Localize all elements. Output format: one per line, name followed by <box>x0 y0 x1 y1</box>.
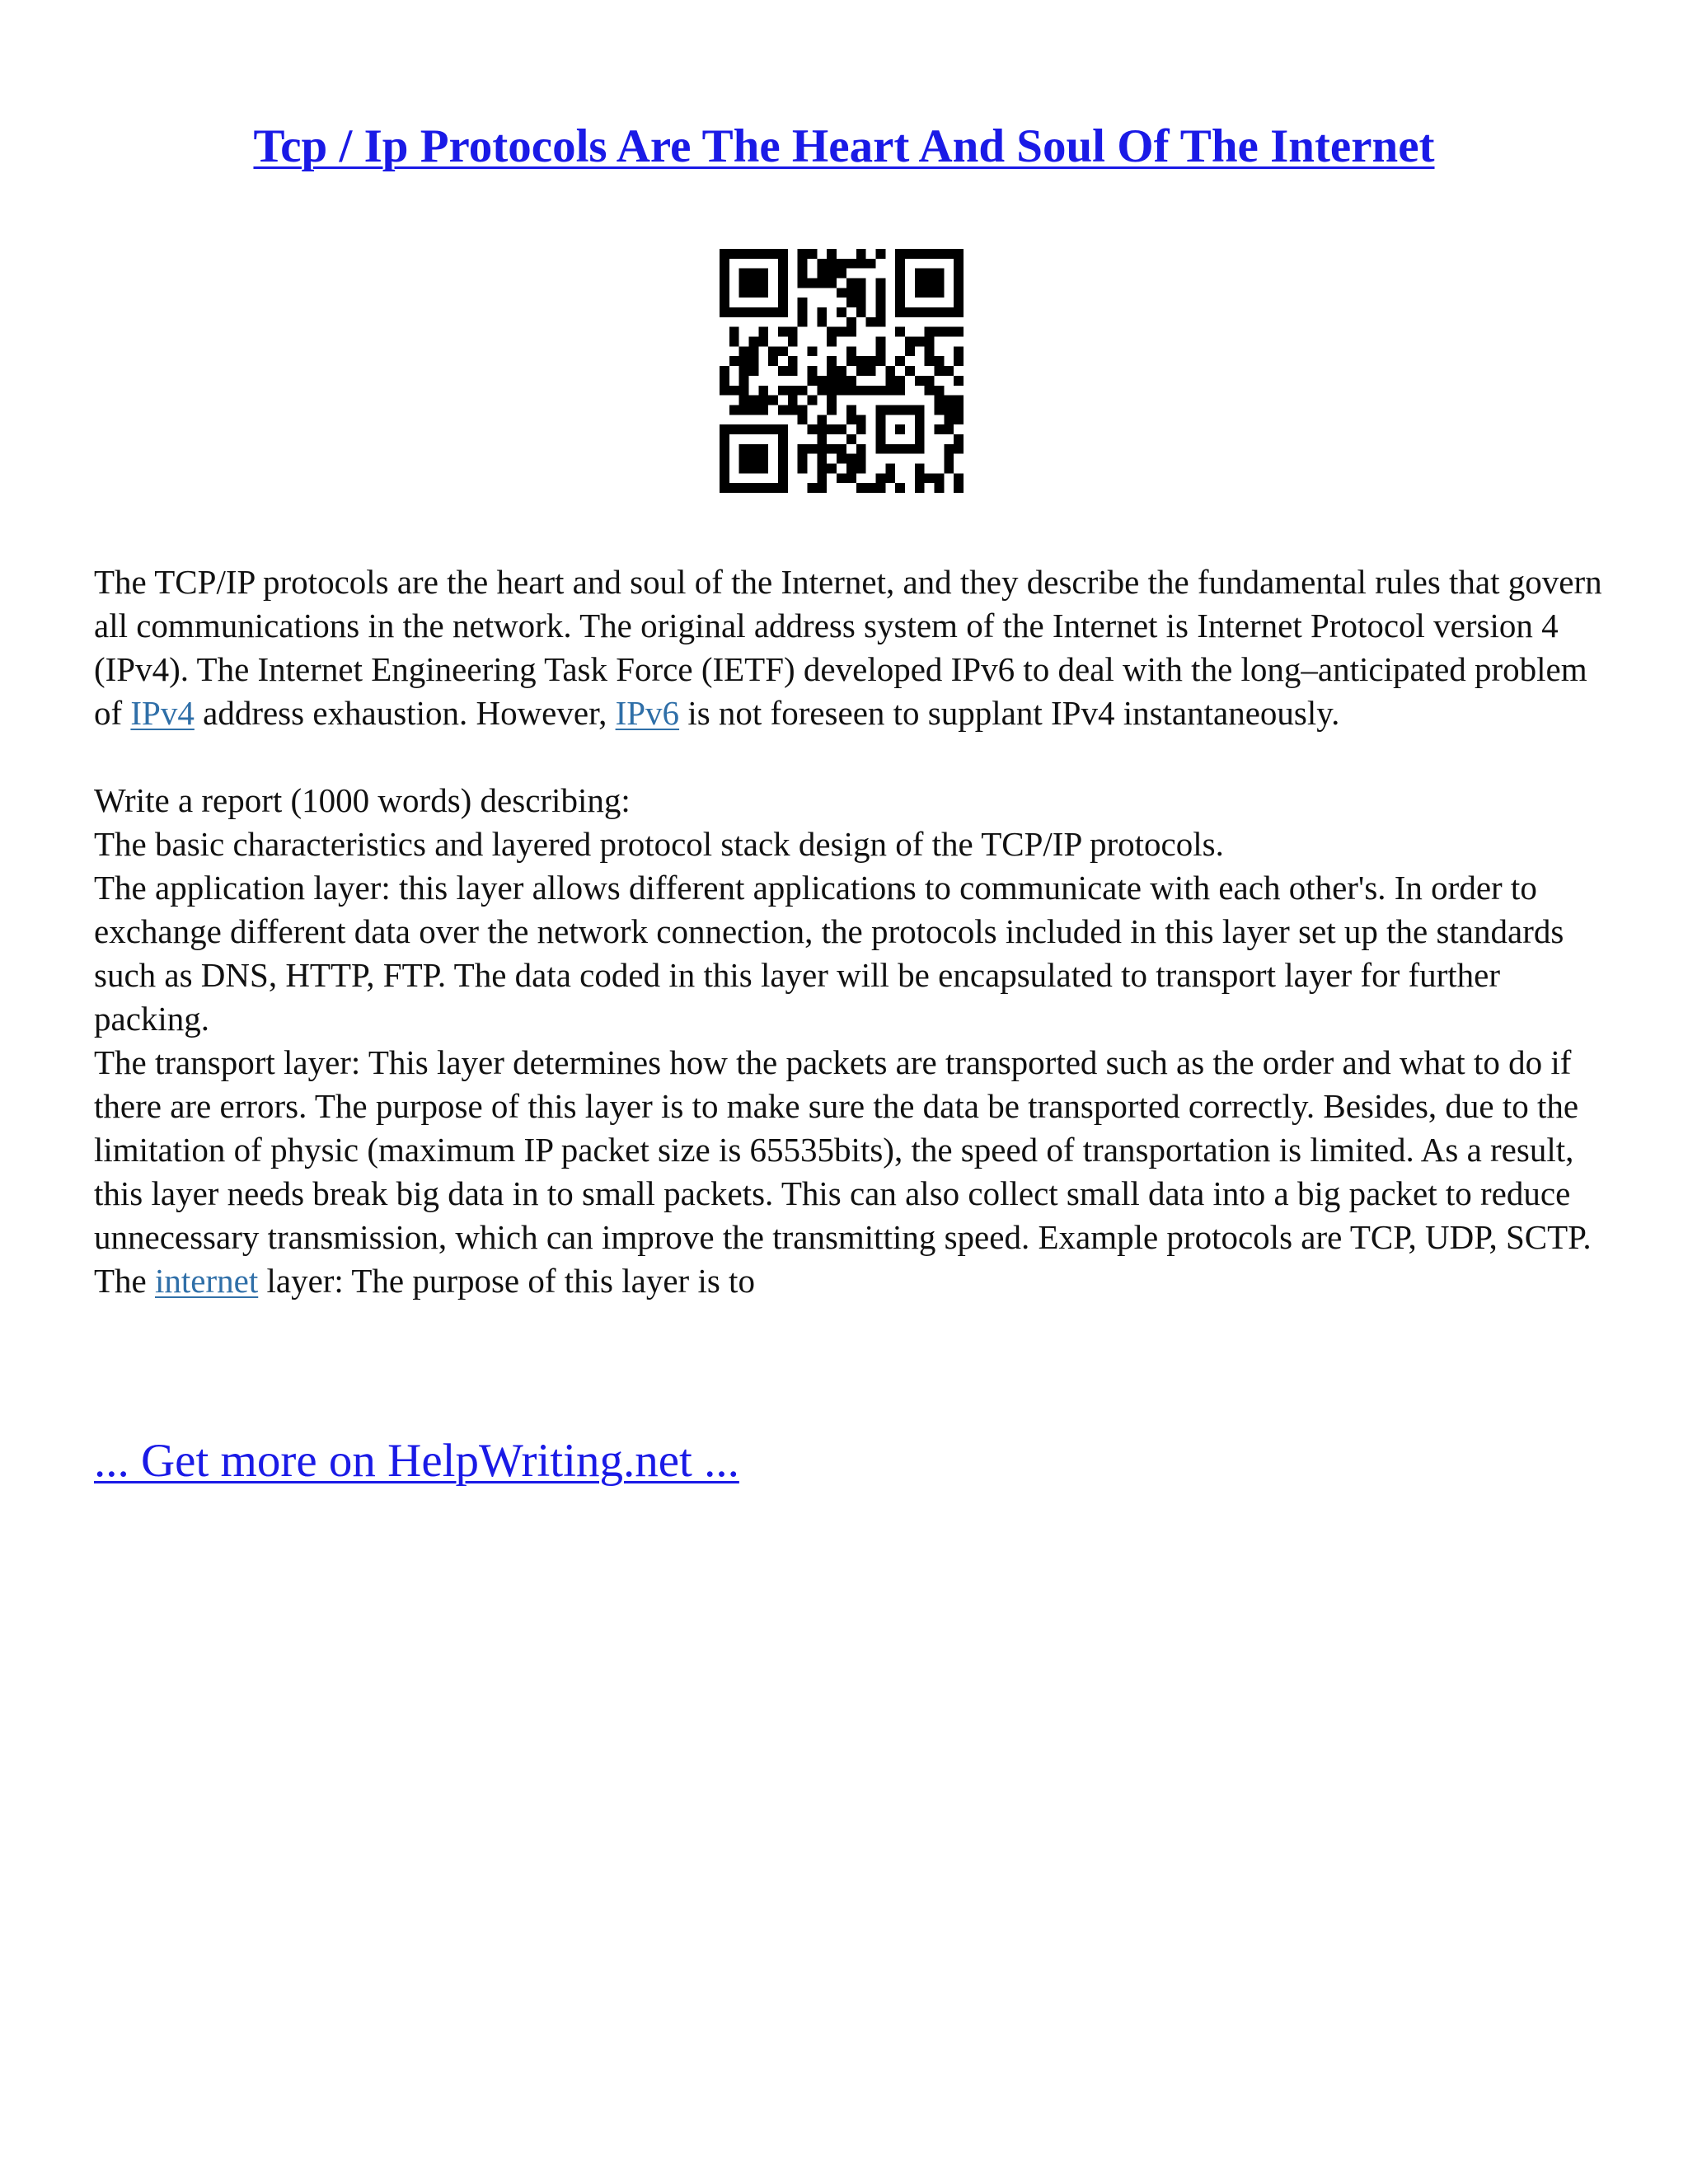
transport-layer-paragraph: The transport layer: This layer determines how the packets are transported such as the order and what to do if there are errors. The purpose of this layer is to make sure the data be transported correctly. Besides, due to the limitation of physic (maximum IP packet size is 65535bits), the speed of transportation is limited. As a result, this layer needs break big data in to small packets. This can also collect small data into a big packet to reduce unnecessary transmission, which can improve the transmitting speed. Example protocols are TCP, UDP, SCTP. <box>94 1043 1592 1256</box>
application-layer-paragraph: The application layer: this layer allows different applications to communicate with each other's. In order to exchange different data over the network connection, the protocols included in this layer set up the standards such as DNS, HTTP, FTP. The data coded in this layer will be encapsulated to transport layer for further packing. <box>94 869 1564 1038</box>
document-body <box>94 560 1602 1303</box>
paragraph-spacer <box>94 735 1602 779</box>
intro-paragraph: The TCP/IP protocols are the heart and soul of the Internet, and they describe the fundamental rules that govern all communications in the network. The original address system of the Internet is Internet Protocol version 4 (IPv4). The Internet Engineering Task Force (IETF) developed IPv6 to deal with the long–anticipated problem of IPv4 address exhaustion. However, IPv6 is not foreseen to supplant IPv4 instantaneously. <box>94 563 1602 732</box>
get-more-paragraph <box>94 1432 739 1490</box>
qr-code-icon <box>720 249 964 493</box>
task-line: The basic characteristics and layered protocol stack design of the TCP/IP protocols. <box>94 825 1224 863</box>
internet-layer-paragraph: The internet layer: The purpose of this layer is to <box>94 1262 755 1300</box>
internet-link[interactable]: internet <box>155 1262 259 1300</box>
task-heading: Write a report (1000 words) describing: <box>94 781 631 819</box>
ipv6-link[interactable]: IPv6 <box>615 694 680 732</box>
get-more-link[interactable]: ... Get more on HelpWriting.net ... <box>94 1435 739 1487</box>
document-title <box>0 114 1688 180</box>
title-link[interactable]: Tcp / Ip Protocols Are The Heart And Soul Of The Internet <box>253 120 1435 172</box>
ipv4-link[interactable]: IPv4 <box>130 694 195 732</box>
